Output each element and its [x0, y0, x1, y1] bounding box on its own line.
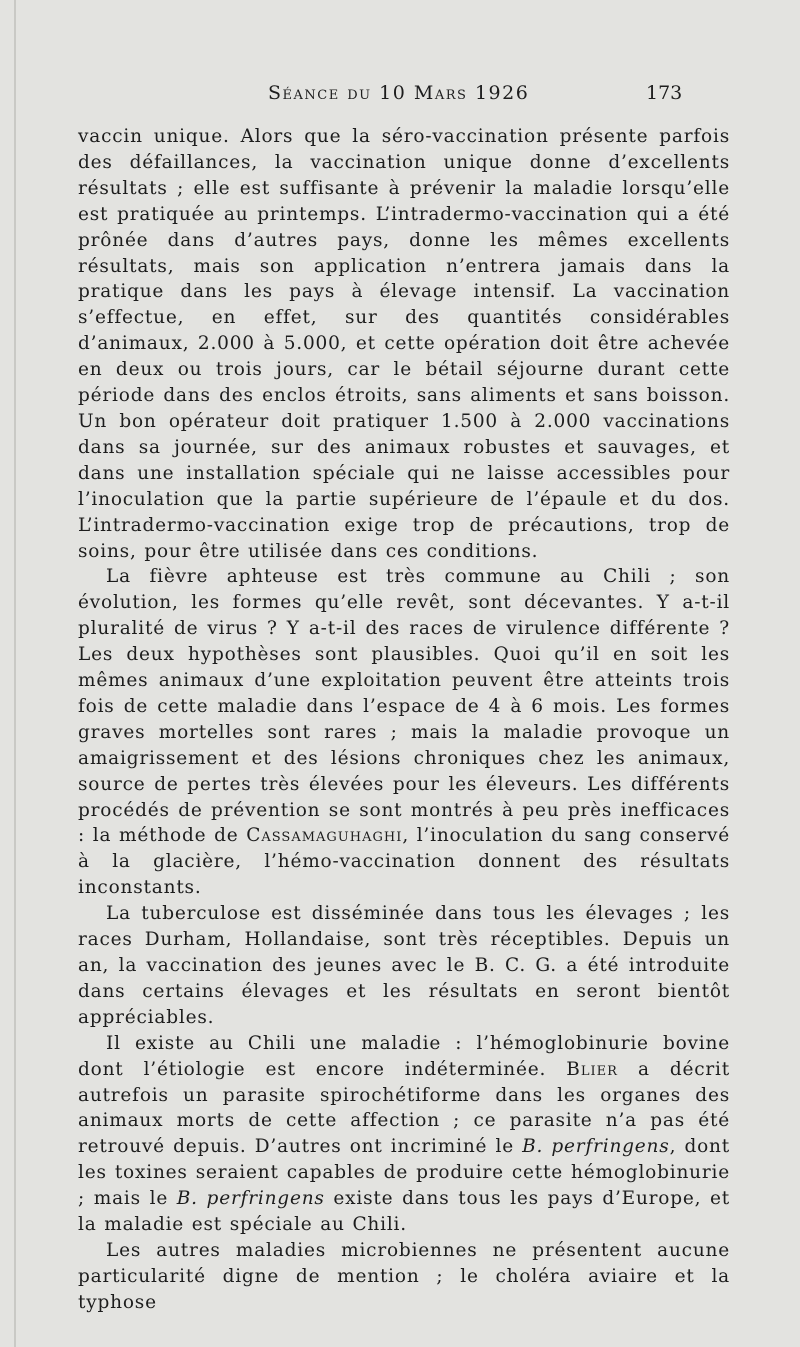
paragraph: [78, 901, 730, 1031]
paragraph: [78, 1238, 730, 1316]
text-run: , dont les toxines seraient capables de produire cette hémoglobinurie ; mais le: [78, 1136, 730, 1210]
running-head-title: Séance du 10 Mars 1926: [268, 82, 530, 104]
text-run: existe dans tous les pays d’Europe, et la maladie est spéciale au Chili.: [78, 1188, 730, 1236]
paragraph: [78, 1031, 730, 1238]
page-number: 173: [646, 82, 683, 104]
page-gutter-shadow: [14, 0, 16, 1347]
text-run: a décrit autrefois un parasite spirochétiforme dans les organes des animaux morts de cette affection ; ce parasite n’a pas été retrouvé depuis. D’autres ont incriminé le: [78, 1058, 730, 1158]
text-run: vaccin unique. Alors que la séro-vaccination présente parfois des défaillances, la vaccination unique donne d’excellents résultats ; elle est suffisante à prévenir la maladie lorsqu’elle est pratiquée au printemps. L’intradermo-vaccination qui a été prônée dans d’autres pays, donne les mêmes excellents résultats, mais son application n’entrera jamais dans la pratique dans les pays à élevage intensif. La vaccination s’effectue, en effet, sur des quantités considérables d’animaux, 2.000 à 5.000, et cette opération doit être achevée en deux ou trois jours, car le bétail séjourne durant cette période dans des enclos étroits, sans aliments et sans boisson. Un bon opérateur doit pratiquer 1.500 à 2.000 vaccinations dans sa journée, sur des animaux robustes et sauvages, et dans une installation spéciale qui ne laisse accessibles pour l’inoculation que la partie supérieure de l’épaule et du dos. L’intradermo-vaccination exige trop de précautions, trop de soins, pour être utilisée dans ces conditions.: [78, 126, 730, 562]
text-run: La fièvre aphteuse est très commune au Chili ; son évolution, les formes qu’elle revêt, sont décevantes. Y a-t-il pluralité de virus ? Y a-t-il des races de virulence différente ? Les deux hypothèses sont plausibles. Quoi qu’il en soit les mêmes animaux d’une exploitation peuvent être atteints trois fois de cette maladie dans l’espace de 4 à 6 mois. Les formes graves mortelles sont rares ; mais la maladie provoque un amaigrissement et des lésions chroniques chez les animaux, source de pertes très élevées pour les éleveurs. Les différents procédés de prévention se sont montrés à peu près inefficaces : la méthode de: [78, 566, 730, 847]
text-run: Il existe au Chili une maladie : l’hémoglobinurie bovine dont l’étiologie est encore indéterminée.: [78, 1032, 730, 1080]
author-name: Blier: [566, 1058, 618, 1080]
body-text: [78, 124, 730, 1316]
paragraph: [78, 564, 730, 901]
species-name: B. perfringens: [522, 1136, 670, 1158]
text-run: , l’inoculation du sang conservé à la glacière, l’hémo-vaccination donnent des résultats inconstants.: [78, 825, 730, 899]
text-run: La tuberculose est disséminée dans tous les élevages ; les races Durham, Hollandaise, sont très réceptibles. Depuis un an, la vaccination des jeunes avec le B. C. G. a été introduite dans certains élevages et les résultats en seront bientôt appréciables.: [78, 903, 730, 1028]
species-name: B. perfringens: [176, 1188, 325, 1210]
paragraph: [78, 124, 730, 564]
author-name: Cassamaguhaghi: [246, 825, 403, 847]
running-head: [0, 82, 800, 112]
text-run: Les autres maladies microbiennes ne présentent aucune particularité digne de mention ; le choléra aviaire et la typhose: [78, 1239, 730, 1313]
